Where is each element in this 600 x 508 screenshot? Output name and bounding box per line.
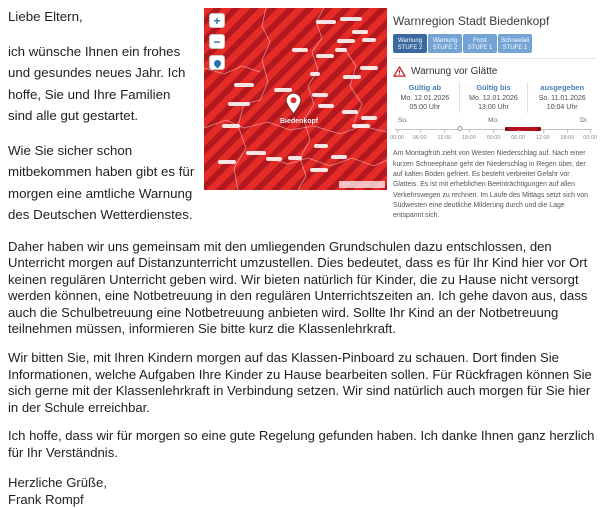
map-locate-button[interactable] [209, 55, 225, 70]
timeline-warning-bar [505, 127, 540, 131]
warning-tab-3[interactable] [463, 34, 497, 53]
map-zoom-out-button[interactable]: − [209, 34, 225, 49]
letter-greeting: Liebe Eltern, [8, 9, 83, 24]
map-location-pin-icon [285, 92, 302, 120]
warning-tab-type: Frost [473, 37, 487, 44]
warning-tab-type: Schneefall [500, 37, 530, 44]
map-town-label [361, 116, 377, 120]
map-town-label [362, 38, 376, 42]
warning-type-label: Warnung vor Glätte [411, 66, 498, 77]
validity-label: Gültig bis [476, 83, 511, 92]
map-town-label [340, 17, 362, 21]
letter-closing [8, 474, 596, 508]
letter-paragraph: Ich hoffe, dass wir für morgen so eine gute Regelung gefunden haben. Ich danke Ihnen ganz herzlich für Ihr Verständnis. [8, 428, 595, 461]
warning-region-title: Warnregion Stadt Biedenkopf [393, 14, 550, 28]
timeline-tick-label: 12:00 [535, 135, 550, 142]
timeline-tick-label: 00:00 [583, 135, 597, 142]
map-town-label [228, 102, 250, 106]
map-town-label [314, 144, 328, 148]
map-town-label [342, 110, 358, 114]
warning-tab-type: Warnung [397, 37, 423, 44]
validity-time: 05:00 Uhr [409, 104, 441, 112]
map-town-label [316, 54, 334, 58]
map-town-label [352, 124, 370, 128]
location-pin-icon [212, 58, 222, 68]
warning-tab-level: STUFE 1 [467, 45, 493, 51]
map-town-label [352, 30, 368, 34]
letter-closing-line: Herzliche Grüße, [8, 474, 107, 490]
timeline-tick-label: 06:00 [412, 135, 427, 142]
timeline-day-label: Di. [580, 117, 589, 125]
validity-label: Gültig ab [408, 83, 442, 92]
letter-paragraph: ich wünsche Ihnen ein frohes und gesundes neues Jahr. Ich hoffe, Sie und Ihre Familien sind alle gut gestartet. [8, 43, 186, 123]
map-pin-town-label: Biedenkopf [280, 118, 319, 125]
warning-tab-level: STUFE 2 [432, 45, 458, 51]
warning-tabs [393, 34, 596, 59]
timeline-tick-label: 06:00 [511, 135, 526, 142]
timeline-tick-label: 12:00 [437, 135, 452, 142]
weather-warning-figure [204, 8, 597, 220]
timeline-tick-label: 00:00 [486, 135, 501, 142]
validity-time: 13:00 Uhr [478, 104, 509, 112]
map-zoom-in-button[interactable]: + [209, 13, 225, 28]
warning-triangle-icon [393, 66, 406, 77]
map-town-label [331, 155, 347, 159]
validity-issued [527, 82, 596, 113]
warning-tab-4[interactable] [498, 34, 532, 53]
map-town-label [337, 39, 355, 43]
timeline-tick-label: 00:00 [390, 135, 404, 142]
warning-tab-level: STUFE 2 [397, 45, 423, 51]
letter-paragraph: Wir bitten Sie, mit Ihren Kindern morgen auf das Klassen-Pinboard zu schauen. Dort finden Sie Informationen, welche Aufgaben Ihre Kinder zu Hause bearbeiten sollen. Für Rückfragen können Sie sich gerne mit der Klassenlehrkraft in Verbindung setzen. Wir sind natürlich auch morgen für Sie hier in der Schule erreichbar. [8, 350, 592, 415]
letter-paragraph: Daher haben wir uns gemeinsam mit den umliegenden Grundschulen dazu entschlossen, den Unterricht morgen auf Distanzunterricht umzustellen. Dies bedeutet, dass es für Ihr Kind hier vor Ort keinen regulären Unterricht geben wird. Wir bieten natürlich für Kinder, die zu Hause nicht versorgt werden können, eine Notbetreuung in den regulären Unterrichtszeiten an. Ich gehe davon aus, dass auch die Schulbetreuung eine Notbetreuung anbieten wird. Sollte Ihr Kind an der Notbetreuung teilnehmen müssen, informieren Sie bitte kurz die Klassenlehrkraft. [8, 238, 588, 337]
warning-map[interactable] [204, 8, 387, 190]
warning-tab-type: Warnung [432, 37, 458, 44]
validity-table [391, 82, 596, 113]
warning-description: Am Montagfrüh zieht von Westen Niederschlag auf. Nach einer kurzen Schneephase geht der Niederschlag in Regen über, der auf kalten Böden gefriert. Es besteht verbreitet Gefahr vor Glatteis. Es ist mit erheblichen Beeinträchtigungen auf allen Verkehrswegen zu rechnen. Im Laufe des Mittags setzt sich von Südwesten eine deutliche Milderung durch und die Lage entspannt sich. [393, 150, 588, 220]
warning-tab-level: STUFE 1 [502, 45, 528, 51]
warning-tab-1[interactable] [393, 34, 427, 53]
warning-timeline [390, 117, 597, 145]
map-town-label [343, 75, 361, 79]
map-town-label [310, 72, 320, 76]
validity-date: So. 11.01.2026 [538, 95, 586, 102]
timeline-day-label: So. [397, 117, 408, 125]
validity-date: Mo. 12.01.2026 [469, 95, 518, 102]
validity-label: ausgegeben [540, 83, 585, 92]
map-controls [209, 13, 225, 70]
validity-date: Mo. 12.01.2026 [400, 95, 450, 102]
timeline-now-marker [458, 126, 463, 131]
warning-headline [393, 66, 596, 77]
warning-tab-2[interactable] [428, 34, 462, 53]
validity-until [459, 82, 528, 113]
map-town-label [312, 93, 328, 97]
map-town-label [360, 66, 378, 70]
letter-signature: Frank Rompf [8, 491, 84, 507]
letter-body [8, 239, 596, 462]
map-town-label [234, 83, 254, 87]
map-town-label [266, 157, 282, 161]
timeline-tick-label: 18:00 [560, 135, 575, 142]
timeline-tick-label: 18:00 [461, 135, 476, 142]
map-attribution [339, 181, 385, 188]
map-town-label [318, 104, 334, 108]
map-town-label [310, 168, 328, 172]
map-town-label [292, 48, 308, 52]
map-town-label [246, 151, 266, 155]
map-town-label [218, 160, 236, 164]
map-town-label [288, 156, 302, 160]
map-town-label [316, 20, 336, 24]
map-town-label [335, 48, 347, 52]
validity-from [391, 82, 459, 113]
letter-paragraph: Wie Sie sicher schon mitbekommen haben gibt es für morgen eine amtliche Warnung des Deutschen Wetterdienstes. [8, 142, 195, 222]
warning-panel [390, 12, 597, 220]
validity-time: 10:04 Uhr [546, 104, 578, 112]
timeline-day-label: Mo. [488, 117, 499, 125]
map-town-label [222, 124, 240, 128]
